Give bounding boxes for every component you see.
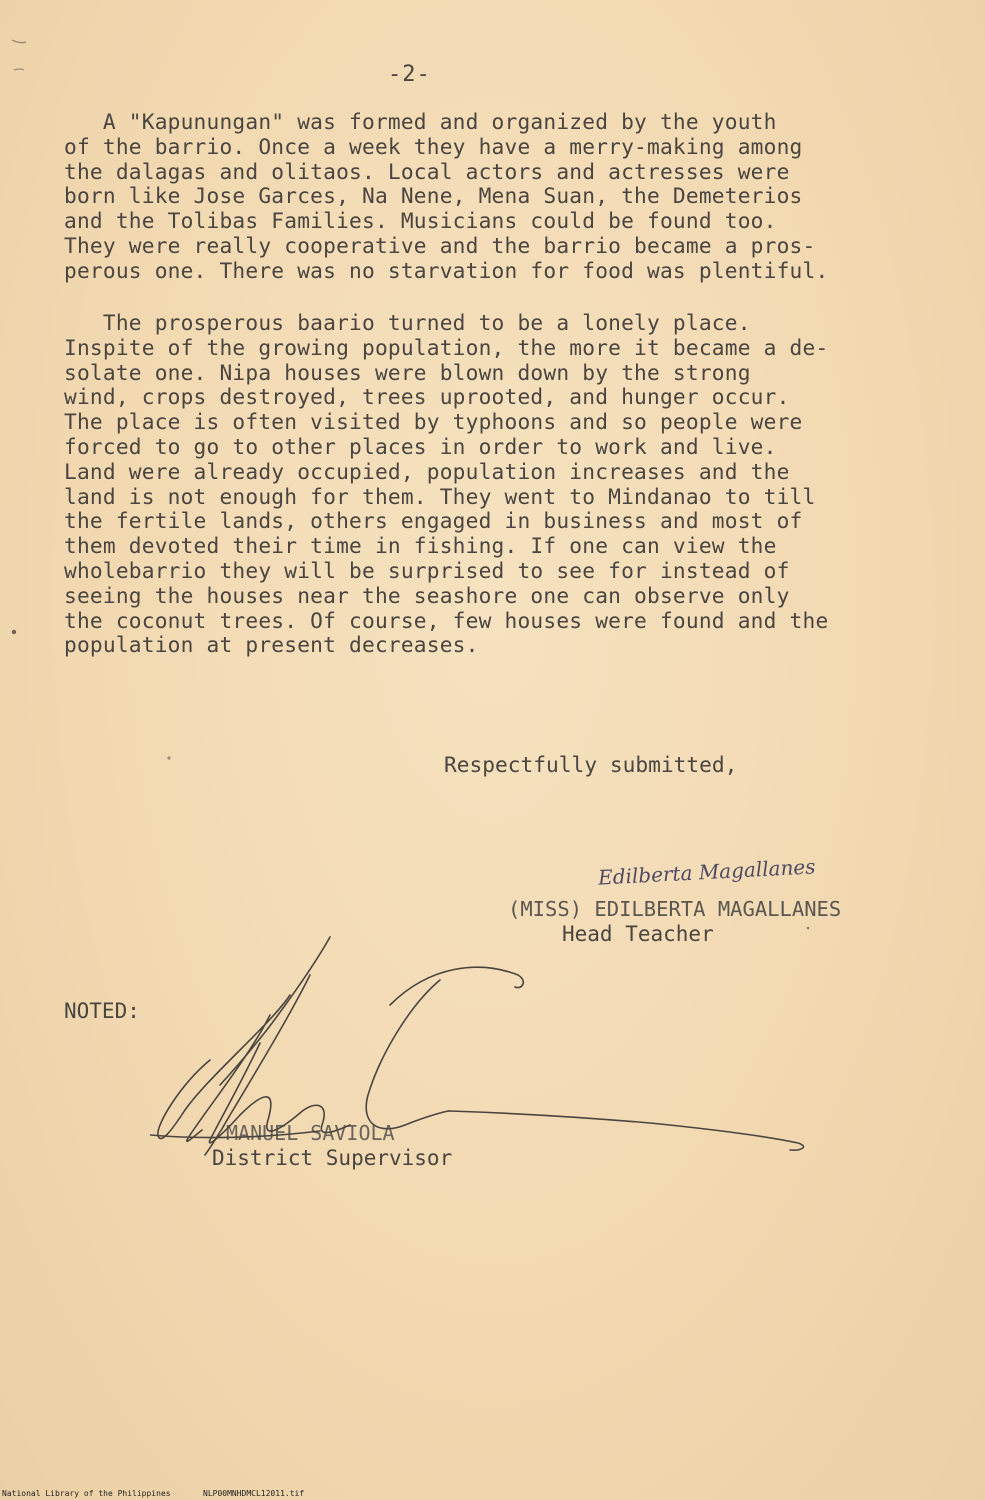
text-line: The place is often visited by typhoons and so people were [64,409,803,435]
text-line: seeing the houses near the seashore one can observe only [64,582,790,608]
footer-filename-label: NLP00MNHDMCL12011.tif [203,1489,305,1498]
closing-text: Respectfully submitted, [444,752,738,777]
footer-library-label: National Library of the Philippines [2,1489,171,1498]
text-line: The prosperous baario turned to be a lonely place. [64,310,751,335]
text-line: of the barrio. Once a week they have a merry-making among [64,133,803,159]
text-line: wholebarrio they will be surprised to see for instead of [64,557,790,583]
text-line: population at present decreases. [64,632,479,658]
text-line: the coconut trees. Of course, few houses were found and the [64,607,829,633]
teacher-signature: Edilberta Magallanes [597,854,817,890]
text-line: them devoted their time in fishing. If one can view the [64,533,777,559]
text-line: the fertile lands, others engaged in business and most of [64,508,803,534]
text-line: land is not enough for them. They went to Mindanao to till [64,483,816,509]
text-line: Inspite of the growing population, the more it became a de- [64,334,829,360]
supervisor-name: MANUEL SAVIOLA [226,1121,395,1145]
text-line: born like Jose Garces, Na Nene, Mena Suan, the Demeterios [64,183,803,209]
paragraph-2 [64,311,944,658]
text-line: Land were already occupied, population increases and the [64,458,790,484]
noted-label: NOTED: [64,999,140,1023]
text-line: perous one. There was no starvation for food was plentiful. [64,257,829,283]
supervisor-signature [150,935,810,1170]
text-line: solate one. Nipa houses were blown down by the strong [64,359,751,385]
paragraph-1 [64,110,944,284]
text-line: forced to go to other places in order to work and live. [64,433,777,459]
text-line: A "Kapunungan" was formed and organized by the youth [64,109,777,134]
supervisor-title: District Supervisor [212,1146,453,1170]
teacher-title: Head Teacher [562,922,714,946]
text-line: the dalagas and olitaos. Local actors and actresses were [64,158,790,184]
teacher-name: (MISS) EDILBERTA MAGALLANES [508,897,842,921]
text-line: and the Tolibas Families. Musicians could be found too. [64,208,777,234]
text-line: They were really cooperative and the barrio became a pros- [64,232,816,258]
text-line: wind, crops destroyed, trees uprooted, and hunger occur. [64,384,790,410]
page-number: -2- [388,62,431,87]
